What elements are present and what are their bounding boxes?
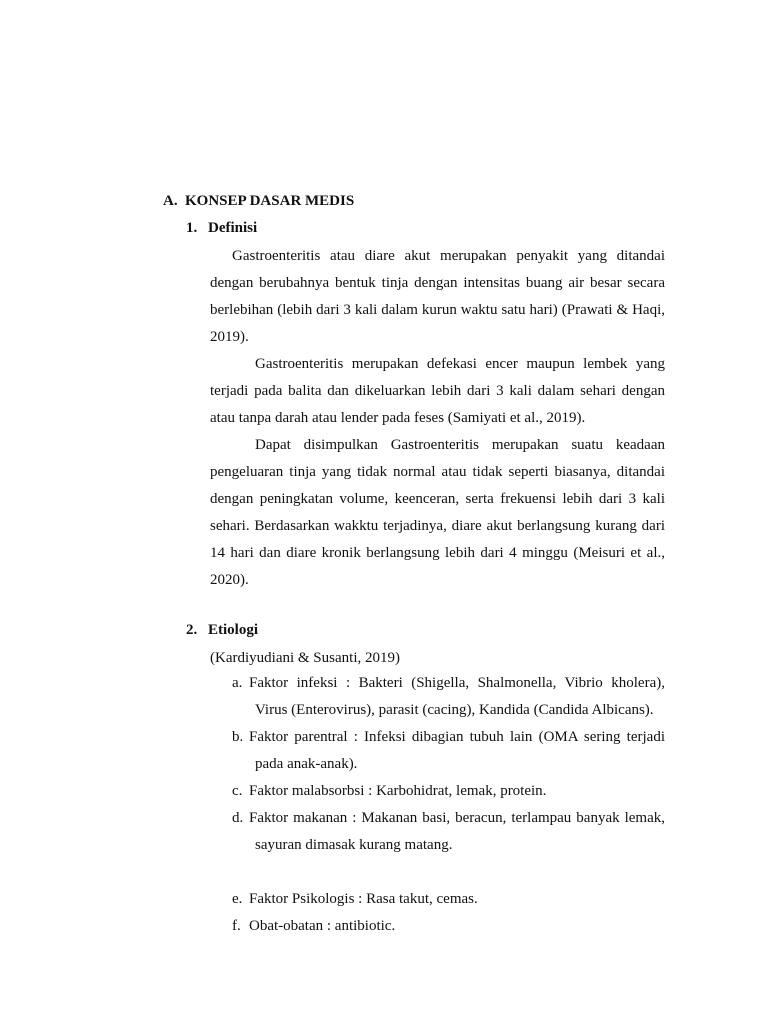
subsection-number: 1. xyxy=(186,220,198,236)
subsection-number: 2. xyxy=(186,622,198,638)
list-item-text: Faktor malabsorbsi : Karbohidrat, lemak, protein. xyxy=(249,783,547,799)
list-item-text: Faktor Psikologis : Rasa takut, cemas. xyxy=(249,891,478,907)
definisi-paragraph: Gastroenteritis merupakan defekasi encer maupun lembek yang terjadi pada balita dan dikeluarkan lebih dari 3 kali dalam sehari dengan atau tanpa darah atau lender pada feses (Samiyati et al., 2019). xyxy=(210,356,665,426)
list-item xyxy=(232,886,665,913)
list-item-label: d. xyxy=(232,810,244,826)
subsection-heading-definisi xyxy=(186,220,257,237)
list-item-label: f. xyxy=(232,918,241,934)
list-item xyxy=(232,913,665,940)
etiologi-list xyxy=(232,670,665,940)
list-item-text: Faktor makanan : Makanan basi, beracun, terlampau banyak lemak, sayuran dimasak kurang matang. xyxy=(249,810,665,853)
subsection-heading-etiologi xyxy=(186,622,258,639)
section-number: A. xyxy=(163,193,178,209)
section-title: KONSEP DASAR MEDIS xyxy=(185,193,355,209)
list-item-label: a. xyxy=(232,675,243,691)
etiologi-citation: (Kardiyudiani & Susanti, 2019) xyxy=(210,650,400,666)
list-item xyxy=(232,778,665,805)
list-item-text: Faktor parentral : Infeksi dibagian tubuh lain (OMA sering terjadi pada anak-anak). xyxy=(249,729,665,772)
list-item xyxy=(232,724,665,778)
list-item-text: Obat-obatan : antibiotic. xyxy=(249,918,396,934)
list-item xyxy=(232,805,665,859)
definisi-paragraph: Dapat disimpulkan Gastroenteritis merupakan suatu keadaan pengeluaran tinja yang tidak normal atau tidak seperti biasanya, ditandai dengan peningkatan volume, keenceran, serta frekuensi lebih dari 3 kali sehari. Berdasarkan wakktu terjadinya, diare akut berlangsung kurang dari 14 hari dan diare kronik berlangsung lebih dari 4 minggu (Meisuri et al., 2020). xyxy=(210,437,665,588)
list-item-label: c. xyxy=(232,783,243,799)
subsection-title: Definisi xyxy=(208,220,258,236)
list-item-text: Faktor infeksi : Bakteri (Shigella, Shalmonella, Vibrio kholera), Virus (Enterovirus), parasit (cacing), Kandida (Candida Albicans). xyxy=(249,675,665,718)
definisi-paragraph: Gastroenteritis atau diare akut merupakan penyakit yang ditandai dengan berubahnya bentuk tinja dengan intensitas buang air besar secara berlebihan (lebih dari 3 kali dalam kurun waktu satu hari) (Prawati & Haqi, 2019). xyxy=(210,248,665,345)
subsection-title: Etiologi xyxy=(208,622,259,638)
list-gap xyxy=(232,859,665,886)
list-item-label: b. xyxy=(232,729,244,745)
definisi-body xyxy=(210,243,665,594)
list-item-label: e. xyxy=(232,891,243,907)
section-heading xyxy=(163,193,354,210)
list-item xyxy=(232,670,665,724)
